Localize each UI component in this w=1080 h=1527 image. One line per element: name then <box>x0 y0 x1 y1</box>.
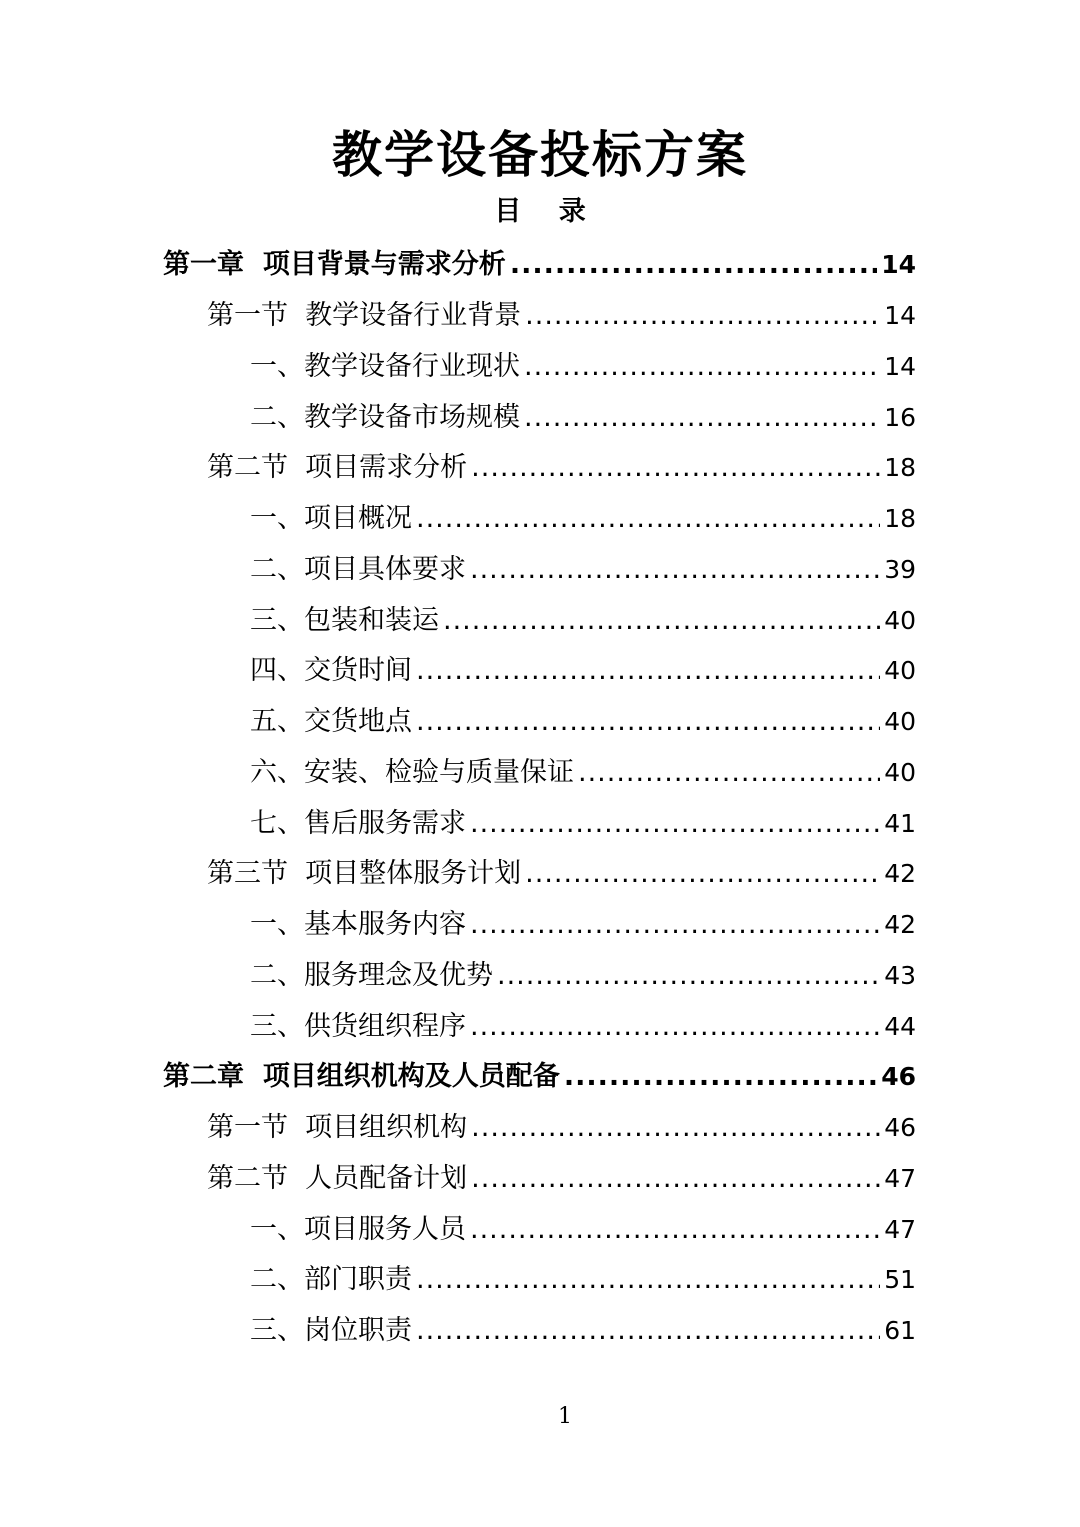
toc-entry-page: 40 <box>884 707 916 737</box>
toc-entry-page: 42 <box>884 859 916 889</box>
toc-entry-title: 售后服务需求 <box>304 807 466 839</box>
toc-entry[interactable] <box>0 1052 1080 1103</box>
toc-entry-number: 二、 <box>250 401 304 433</box>
toc-entry[interactable] <box>0 240 1080 291</box>
toc-entry[interactable] <box>0 900 1080 951</box>
toc-leader-dots <box>470 900 880 950</box>
toc-leader-dots <box>416 1306 880 1356</box>
toc-leader-dots <box>578 748 880 798</box>
toc-entry-number: 一、 <box>250 503 304 535</box>
toc-entry-number: 一、 <box>250 350 304 382</box>
toc-entry-title: 教学设备行业背景 <box>305 300 522 332</box>
toc-entry-page: 43 <box>884 960 916 990</box>
toc-entry-page: 46 <box>884 1113 916 1143</box>
toc-entry-number: 二、 <box>250 959 304 991</box>
document-title: 教学设备投标方案 <box>332 125 748 184</box>
toc-entry[interactable] <box>0 291 1080 342</box>
toc-leader-dots <box>471 1154 880 1204</box>
toc-entry-number: 三、 <box>250 604 304 636</box>
toc-leader-dots <box>524 342 880 392</box>
toc-entry[interactable] <box>0 595 1080 646</box>
toc-entry-number: 第二节 <box>207 1162 306 1194</box>
toc-entry-page: 18 <box>884 504 916 534</box>
toc-entry-page: 14 <box>884 351 916 381</box>
toc-entry[interactable] <box>0 1001 1080 1052</box>
toc-heading: 目 录 <box>494 196 600 227</box>
toc-entry-title: 项目组织机构及人员配备 <box>262 1061 560 1093</box>
toc-entry[interactable] <box>0 1103 1080 1154</box>
toc-entry-title: 项目需求分析 <box>305 452 468 484</box>
toc-entry-number: 五、 <box>250 706 304 738</box>
toc-leader-dots <box>524 393 880 443</box>
toc-entry-title: 项目具体要求 <box>304 553 466 585</box>
toc-entry-title: 基本服务内容 <box>304 909 466 941</box>
toc-leader-dots <box>471 443 880 493</box>
toc-entry-number: 第二章 <box>163 1061 263 1093</box>
toc-leader-dots <box>470 799 880 849</box>
toc-entry-page: 14 <box>884 301 916 331</box>
toc-entry[interactable] <box>0 342 1080 393</box>
toc-entry-number: 第一节 <box>207 300 306 332</box>
toc-entry-page: 40 <box>884 757 916 787</box>
toc-entry-number: 七、 <box>250 807 304 839</box>
toc-entry[interactable] <box>0 1306 1080 1357</box>
toc-entry[interactable] <box>0 1154 1080 1205</box>
toc-entry-title: 教学设备行业现状 <box>304 350 520 382</box>
toc-entry-title: 交货地点 <box>304 706 412 738</box>
toc-entry-number: 三、 <box>250 1315 304 1347</box>
toc-entry-page: 39 <box>884 554 916 584</box>
toc-entry-title: 项目概况 <box>304 503 412 535</box>
toc-entry-title: 项目组织机构 <box>305 1112 468 1144</box>
toc-entry-title: 交货时间 <box>304 655 412 687</box>
toc-entry-number: 第一章 <box>163 249 263 281</box>
toc-entry-page: 44 <box>884 1011 916 1041</box>
toc-leader-dots <box>443 596 880 646</box>
toc-leader-dots <box>564 1052 877 1102</box>
page-number: 1 <box>558 1404 572 1429</box>
toc-entry-title: 项目整体服务计划 <box>305 858 522 890</box>
toc-entry[interactable] <box>0 545 1080 596</box>
toc-entry-number: 第一节 <box>207 1112 306 1144</box>
toc-leader-dots <box>416 697 880 747</box>
toc-entry-title: 项目背景与需求分析 <box>262 249 506 281</box>
toc-entry[interactable] <box>0 697 1080 748</box>
toc-entry-title: 服务理念及优势 <box>304 959 493 991</box>
toc-entry-page: 18 <box>884 453 916 483</box>
toc-entry-title: 教学设备市场规模 <box>304 401 520 433</box>
toc-entry[interactable] <box>0 1255 1080 1306</box>
toc-entry[interactable] <box>0 1204 1080 1255</box>
toc-entry-number: 一、 <box>250 1213 304 1245</box>
toc-leader-dots <box>497 951 880 1001</box>
toc-leader-dots <box>525 849 880 899</box>
toc-leader-dots <box>525 291 880 341</box>
toc-leader-dots <box>470 1205 880 1255</box>
toc-entry[interactable] <box>0 494 1080 545</box>
toc-entry-title: 项目服务人员 <box>304 1213 466 1245</box>
toc-leader-dots <box>471 1103 880 1153</box>
toc-entry-title: 包装和装运 <box>304 604 439 636</box>
toc-entry-number: 二、 <box>250 1264 304 1296</box>
toc-leader-dots <box>416 494 880 544</box>
toc-entry[interactable] <box>0 849 1080 900</box>
toc-leader-dots <box>416 646 880 696</box>
toc-entry-page: 61 <box>884 1316 916 1346</box>
toc-leader-dots <box>416 1255 880 1305</box>
toc-entry-number: 三、 <box>250 1010 304 1042</box>
toc-entry-number: 第二节 <box>207 452 306 484</box>
toc-entry[interactable] <box>0 748 1080 799</box>
toc-entry-title: 部门职责 <box>304 1264 412 1296</box>
toc-entry-page: 46 <box>881 1062 916 1092</box>
toc-entry-number: 一、 <box>250 909 304 941</box>
toc-entry-page: 51 <box>884 1265 916 1295</box>
toc-entry[interactable] <box>0 951 1080 1002</box>
toc-entry-number: 二、 <box>250 553 304 585</box>
toc-entry-number: 四、 <box>250 655 304 687</box>
toc-entry-number: 第三节 <box>207 858 306 890</box>
toc-entry[interactable] <box>0 443 1080 494</box>
table-of-contents <box>0 240 1080 1357</box>
toc-entry-page: 16 <box>884 402 916 432</box>
toc-entry-page: 40 <box>884 605 916 635</box>
toc-leader-dots <box>510 240 877 290</box>
toc-entry-page: 41 <box>884 808 916 838</box>
toc-leader-dots <box>470 545 880 595</box>
toc-entry-title: 人员配备计划 <box>305 1162 468 1194</box>
toc-entry-page: 47 <box>884 1163 916 1193</box>
toc-entry-page: 40 <box>884 656 916 686</box>
toc-entry[interactable] <box>0 392 1080 443</box>
toc-entry-title: 供货组织程序 <box>304 1010 466 1042</box>
toc-entry-page: 42 <box>884 910 916 940</box>
toc-entry[interactable] <box>0 646 1080 697</box>
toc-entry-title: 安装、检验与质量保证 <box>304 756 574 788</box>
toc-entry-number: 六、 <box>250 756 304 788</box>
toc-entry-title: 岗位职责 <box>304 1315 412 1347</box>
toc-entry-page: 47 <box>884 1214 916 1244</box>
toc-leader-dots <box>470 1002 880 1052</box>
toc-entry[interactable] <box>0 798 1080 849</box>
toc-entry-page: 14 <box>881 250 916 280</box>
